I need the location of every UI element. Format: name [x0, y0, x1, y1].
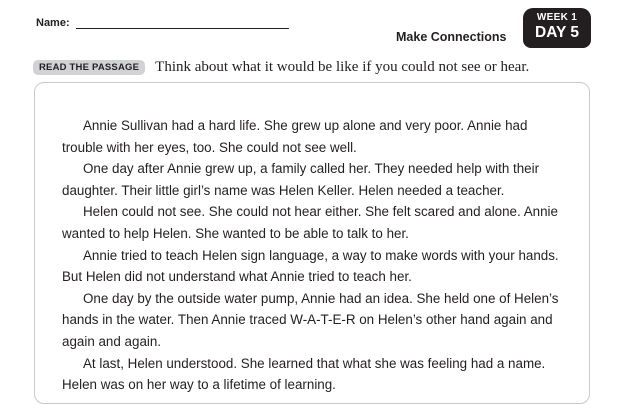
- day-label: DAY 5: [535, 24, 579, 41]
- instruction-row: [33, 59, 529, 76]
- name-field-row: [36, 17, 289, 29]
- passage-paragraph: Annie Sullivan had a hard life. She grew up alone and very poor. Annie had trouble with her eyes, too. She could not see well.: [62, 118, 528, 155]
- name-label: Name:: [36, 17, 70, 29]
- name-input-line[interactable]: [76, 17, 289, 29]
- passage-paragraph: Helen could not see. She could not hear either. She felt scared and alone. Annie wanted to help Helen. She wanted to be able to talk to her.: [62, 204, 558, 241]
- week-day-tab: [523, 8, 591, 48]
- passage-paragraph: One day after Annie grew up, a family called her. They needed help with their daughter. Their little girl’s name was Helen Keller. Helen needed a teacher.: [62, 161, 540, 198]
- section-badge: READ THE PASSAGE: [33, 60, 145, 75]
- passage-text: [62, 115, 562, 396]
- week-label: WEEK 1: [536, 12, 578, 23]
- passage-paragraph: One day by the outside water pump, Annie had an idea. She held one of Helen’s hands in the water. Then Annie traced W-A-T-E-R on Helen’s other hand again and again and again.: [62, 290, 559, 349]
- passage-paragraph: At last, Helen understood. She learned that what she was feeling had a name. Helen was on her way to a lifetime of learning.: [62, 355, 546, 393]
- reading-prompt: Think about what it would be like if you could not see or hear.: [155, 59, 530, 75]
- passage-paragraph: Annie tried to teach Helen sign language, a way to make words with your hands. But Helen did not understand what Annie tried to teach her.: [62, 247, 559, 285]
- activity-title: Make Connections: [396, 30, 507, 44]
